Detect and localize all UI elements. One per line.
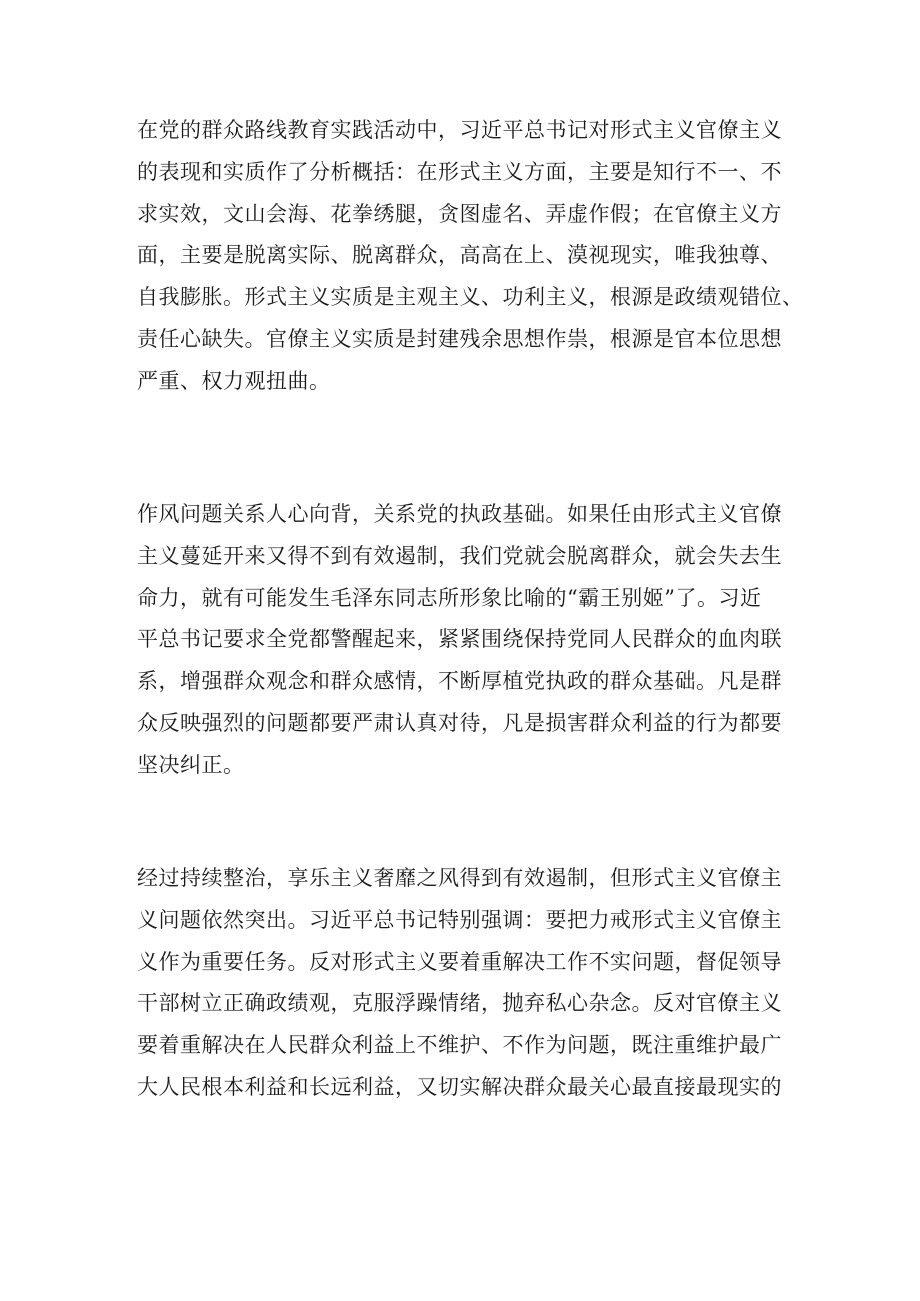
text-line: 系，增强群众观念和群众感情，不断厚植党执政的群众基础。凡是群 <box>137 669 782 694</box>
text-line: 的表现和实质作了分析概括：在形式主义方面，主要是知行不一、不 <box>137 159 782 184</box>
text-line: 命力，就有可能发生毛泽东同志所形象比喻的“霸王别姬”了。习近 <box>137 585 762 610</box>
text-line: 责任心缺失。官僚主义实质是封建残余思想作祟，根源是官本位思想 <box>137 326 782 351</box>
text-line: 义问题依然突出。习近平总书记特别强调：要把力戒形式主义官僚主 <box>137 907 782 932</box>
text-line: 面，主要是脱离实际、脱离群众，高高在上、漠视现实，唯我独尊、 <box>137 243 782 268</box>
text-line: 义作为重要任务。反对形式主义要着重解决工作不实问题，督促领导 <box>137 949 782 974</box>
text-line: 干部树立正确政绩观，克服浮躁情绪，抛弃私心杂念。反对官僚主义 <box>137 991 782 1016</box>
paragraph-1 <box>137 110 804 403</box>
text-line: 严重、权力观扭曲。 <box>137 368 331 393</box>
text-line: 大人民根本利益和长远利益，又切实解决群众最关心最直接最现实的 <box>137 1074 782 1099</box>
text-line: 在党的群众路线教育实践活动中，习近平总书记对形式主义官僚主义 <box>137 118 782 142</box>
paragraph-3 <box>137 858 797 1109</box>
text-line: 要着重解决在人民群众利益上不维护、不作为问题，既注重维护最广 <box>137 1033 782 1058</box>
text-line: 坚决纠正。 <box>137 752 245 777</box>
text-line: 主义蔓延开来又得不到有效遏制，我们党就会脱离群众，就会失去生 <box>137 543 782 568</box>
text-line: 自我膨胀。形式主义实质是主观主义、功利主义，根源是政绩观错位、 <box>137 285 804 310</box>
text-line: 作风问题关系人心向背，关系党的执政基础。如果任由形式主义官僚 <box>137 502 782 526</box>
text-line: 众反映强烈的问题都要严肃认真对待，凡是损害群众利益的行为都要 <box>137 710 782 735</box>
text-line: 平总书记要求全党都警醒起来，紧紧围绕保持党同人民群众的血肉联 <box>137 627 782 652</box>
text-line: 经过持续整治，享乐主义奢靡之风得到有效遏制，但形式主义官僚主 <box>137 866 782 890</box>
paragraph-2 <box>137 494 797 787</box>
text-line: 求实效，文山会海、花拳绣腿，贪图虚名、弄虚作假；在官僚主义方 <box>137 201 782 226</box>
